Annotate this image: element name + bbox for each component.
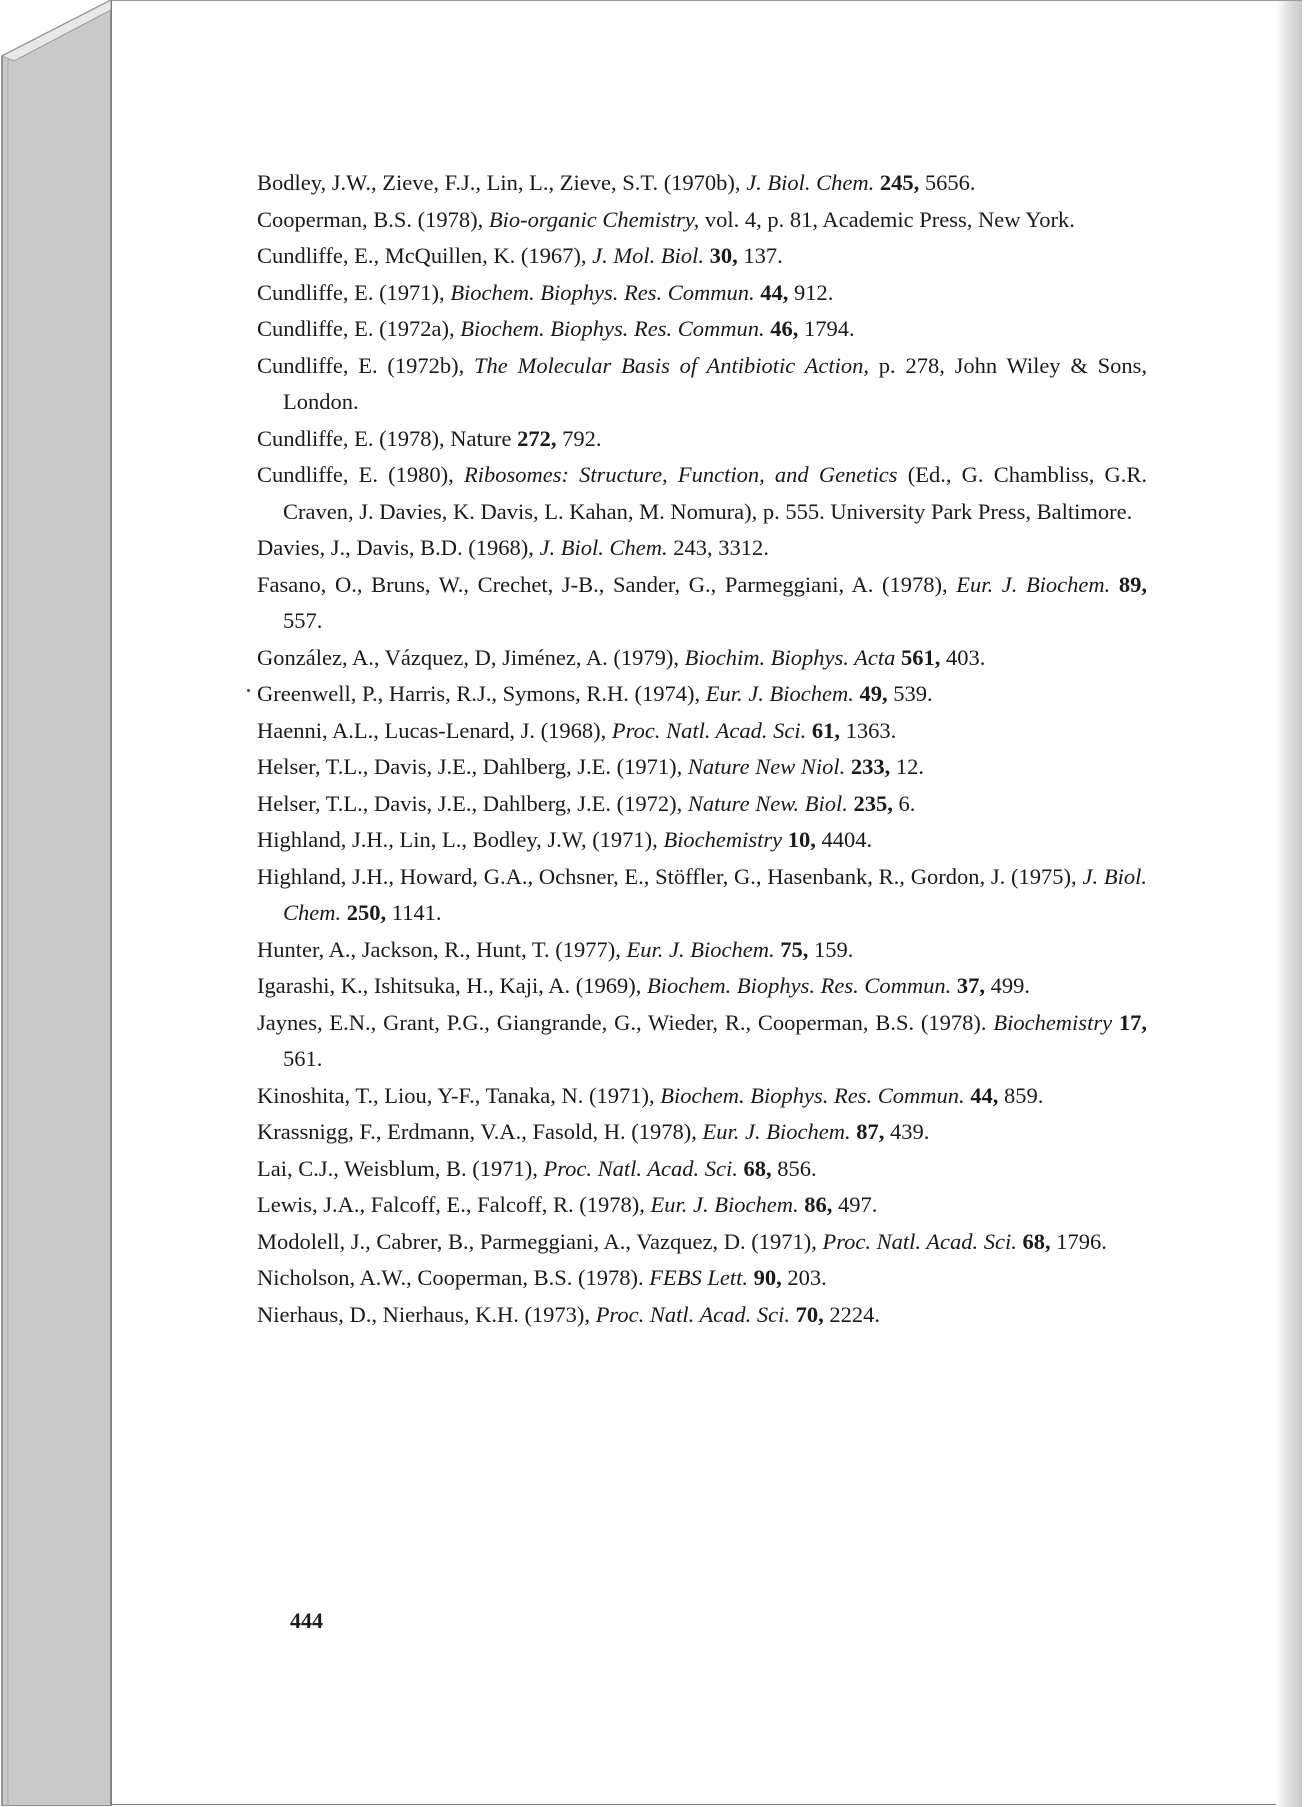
reference-volume: 30, <box>709 243 738 268</box>
reference-authors: Cundliffe, E. (1980), <box>257 462 454 487</box>
reference-entry <box>257 640 1147 677</box>
reference-authors: Nierhaus, D., Nierhaus, K.H. (1973), <box>257 1301 591 1327</box>
reference-entry <box>257 421 1147 458</box>
reference-journal: Biochem. Biophys. Res. Commun. <box>646 973 952 998</box>
page-edge-shadow <box>1276 1 1302 1807</box>
reference-volume: 90, <box>753 1265 782 1290</box>
reference-entry <box>257 165 1147 202</box>
reference-authors: Helser, T.L., Davis, J.E., Dahlberg, J.E. (1971), <box>257 754 683 779</box>
reference-volume: 235, <box>853 790 893 816</box>
reference-entry <box>257 859 1147 932</box>
reference-authors: Bodley, J.W., Zieve, F.J., Lin, L., Zieve, S.T. (1970b), <box>257 170 741 195</box>
reference-journal: Nature New Niol. <box>687 754 846 779</box>
reference-authors: Krassnigg, F., Erdmann, V.A., Fasold, H. (1978), <box>257 1119 697 1144</box>
reference-journal: Eur. J. Biochem. <box>650 1192 799 1217</box>
reference-authors: Greenwell, P., Harris, R.J., Symons, R.H. (1974), <box>257 681 701 706</box>
reference-authors: Davies, J., Davis, B.D. (1968), <box>257 535 534 560</box>
reference-volume: 87, <box>856 1119 885 1144</box>
reference-volume: 68, <box>1022 1228 1051 1254</box>
reference-authors: Kinoshita, T., Liou, Y-F., Tanaka, N. (1971), <box>257 1082 655 1108</box>
reference-authors: Cundliffe, E. (1971), <box>257 279 445 305</box>
reference-journal: Proc. Natl. Acad. Sci. <box>611 717 807 743</box>
reference-journal: FEBS Lett. <box>649 1265 749 1290</box>
reference-journal: Proc. Natl. Acad. Sci. <box>595 1301 791 1327</box>
reference-entry <box>257 530 1147 567</box>
reference-details: 137. <box>743 243 783 268</box>
reference-journal: Eur. J. Biochem. <box>705 681 854 706</box>
reference-authors: Helser, T.L., Davis, J.E., Dahlberg, J.E. (1972), <box>257 790 683 816</box>
reference-volume: 68, <box>743 1155 772 1181</box>
reference-authors: Cooperman, B.S. (1978), <box>257 206 484 232</box>
reference-entry <box>257 932 1147 969</box>
reference-volume: 70, <box>795 1301 824 1327</box>
reference-journal: Biochemistry <box>993 1009 1113 1035</box>
reference-entry <box>257 1297 1147 1334</box>
reference-entry <box>257 348 1147 421</box>
reference-volume: 561, <box>901 644 941 670</box>
reference-authors: Fasano, O., Bruns, W., Crechet, J-B., Sander, G., Parmeggiani, A. (1978), <box>257 571 948 597</box>
reference-authors: Hunter, A., Jackson, R., Hunt, T. (1977), <box>257 936 621 962</box>
reference-details: 499. <box>990 973 1031 998</box>
reference-details: vol. 4, p. 81, Academic Press, New York. <box>704 206 1075 232</box>
reference-details: 1796. <box>1056 1228 1107 1254</box>
reference-authors: Jaynes, E.N., Grant, P.G., Giangrande, G., Wieder, R., Cooperman, B.S. (1978). <box>257 1009 987 1035</box>
reference-entry <box>257 311 1147 348</box>
reference-details: 792. <box>562 425 602 451</box>
reference-details: 561. <box>283 1046 323 1071</box>
reference-entry <box>257 1187 1147 1224</box>
reference-journal: Eur. J. Biochem. <box>626 936 775 962</box>
reference-journal: Biochemistry <box>663 827 783 852</box>
reference-details: 4404. <box>821 827 873 852</box>
reference-details: 6. <box>898 790 916 816</box>
reference-volume: 233, <box>850 754 891 779</box>
reference-details: 557. <box>283 608 323 633</box>
reference-journal: The Molecular Basis of Antibiotic Action, <box>474 352 869 378</box>
reference-volume: 245, <box>879 170 920 195</box>
reference-journal: Biochem. Biophys. Res. Commun. <box>460 316 765 341</box>
reference-volume: 250, <box>346 900 387 925</box>
reference-entry <box>257 786 1147 823</box>
reference-entry <box>257 567 1147 640</box>
reference-details: 243, 3312. <box>673 535 769 560</box>
reference-entry <box>257 1078 1147 1115</box>
reference-entry <box>257 713 1147 750</box>
reference-list <box>257 165 1147 1333</box>
reference-volume: 89, <box>1118 571 1148 597</box>
reference-entry <box>257 676 1147 713</box>
book-spine-face <box>2 0 111 1806</box>
reference-entry <box>257 1114 1147 1151</box>
reference-authors: Haenni, A.L., Lucas-Lenard, J. (1968), <box>257 717 607 743</box>
reference-journal: Eur. J. Biochem. <box>702 1119 851 1144</box>
reference-entry <box>257 822 1147 859</box>
reference-volume: 86, <box>804 1192 833 1217</box>
reference-authors: Cundliffe, E., McQuillen, K. (1967), <box>257 243 587 268</box>
reference-entry <box>257 749 1147 786</box>
reference-details: 1794. <box>804 316 855 341</box>
reference-details: 203. <box>787 1265 827 1290</box>
reference-details: 1363. <box>845 717 897 743</box>
reference-authors: Cundliffe, E. (1978), Nature <box>257 425 512 451</box>
margin-dot <box>247 689 250 692</box>
reference-entry <box>257 1005 1147 1078</box>
reference-authors: Nicholson, A.W., Cooperman, B.S. (1978). <box>257 1265 644 1290</box>
reference-journal: Proc. Natl. Acad. Sci. <box>543 1155 738 1181</box>
reference-journal: J. Biol. Chem. <box>283 863 1147 925</box>
reference-details: 12. <box>895 754 924 779</box>
reference-details: 859. <box>1003 1082 1044 1108</box>
reference-entry <box>257 1260 1147 1297</box>
reference-volume: 37, <box>956 973 986 998</box>
reference-entry <box>257 968 1147 1005</box>
reference-authors: Lewis, J.A., Falcoff, E., Falcoff, R. (1978), <box>257 1192 645 1217</box>
reference-authors: Modolell, J., Cabrer, B., Parmeggiani, A., Vazquez, D. (1971), <box>257 1228 817 1254</box>
reference-volume: 272, <box>517 425 557 451</box>
reference-details: (Ed., G. Chambliss, G.R. Craven, J. Davies, K. Davis, L. Kahan, M. Nomura), p. 555. University Park Press, Baltimore. <box>283 462 1148 524</box>
reference-volume: 10, <box>787 827 816 852</box>
reference-details: 1141. <box>391 900 442 925</box>
reference-journal: Biochim. Biophys. Acta <box>684 644 896 670</box>
reference-volume: 17, <box>1118 1009 1147 1035</box>
reference-details: p. 278, John Wiley & Sons, London. <box>283 352 1148 414</box>
reference-volume: 61, <box>811 717 841 743</box>
reference-authors: Igarashi, K., Ishitsuka, H., Kaji, A. (1969), <box>257 973 642 998</box>
reference-volume: 49, <box>859 681 888 706</box>
reference-volume: 75, <box>780 936 809 962</box>
reference-authors: Cundliffe, E. (1972b), <box>257 352 465 378</box>
reference-journal: J. Biol. Chem. <box>539 535 668 560</box>
reference-details: 159. <box>813 936 854 962</box>
reference-details: 403. <box>946 644 986 670</box>
reference-authors: Lai, C.J., Weisblum, B. (1971), <box>257 1155 538 1181</box>
reference-volume: 46, <box>770 316 799 341</box>
reference-authors: González, A., Vázquez, D, Jiménez, A. (1979), <box>257 644 679 670</box>
reference-volume: 44, <box>970 1082 999 1108</box>
reference-authors: Cundliffe, E. (1972a), <box>257 316 455 341</box>
reference-details: 497. <box>837 1192 878 1217</box>
page-number: 444 <box>290 1608 323 1633</box>
reference-journal: Eur. J. Biochem. <box>956 571 1111 597</box>
reference-volume: 44, <box>760 279 789 305</box>
reference-details: 5656. <box>924 170 976 195</box>
reference-journal: J. Mol. Biol. <box>592 243 705 268</box>
reference-journal: Biochem. Biophys. Res. Commun. <box>450 279 755 305</box>
reference-authors: Highland, J.H., Howard, G.A., Ochsner, E., Stöffler, G., Hasenbank, R., Gordon, J. (1975), <box>257 863 1077 889</box>
reference-entry <box>257 457 1147 530</box>
reference-journal: Biochem. Biophys. Res. Commun. <box>660 1082 965 1108</box>
reference-entry <box>257 202 1147 239</box>
reference-entry <box>257 1224 1147 1261</box>
reference-details: 439. <box>889 1119 930 1144</box>
reference-entry <box>257 1151 1147 1188</box>
reference-details: 539. <box>893 681 933 706</box>
reference-details: 2224. <box>829 1301 881 1327</box>
reference-authors: Highland, J.H., Lin, L., Bodley, J.W, (1971), <box>257 827 658 852</box>
book-spine <box>0 0 115 1806</box>
reference-journal: Nature New. Biol. <box>687 790 848 816</box>
reference-journal: J. Biol. Chem. <box>746 170 875 195</box>
reference-journal: Proc. Natl. Acad. Sci. <box>822 1228 1017 1254</box>
reference-journal: Bio-organic Chemistry, <box>488 206 700 232</box>
reference-entry <box>257 238 1147 275</box>
reference-details: 912. <box>794 279 834 305</box>
reference-details: 856. <box>777 1155 817 1181</box>
reference-entry <box>257 275 1147 312</box>
reference-journal: Ribosomes: Structure, Function, and Genetics <box>463 462 898 487</box>
